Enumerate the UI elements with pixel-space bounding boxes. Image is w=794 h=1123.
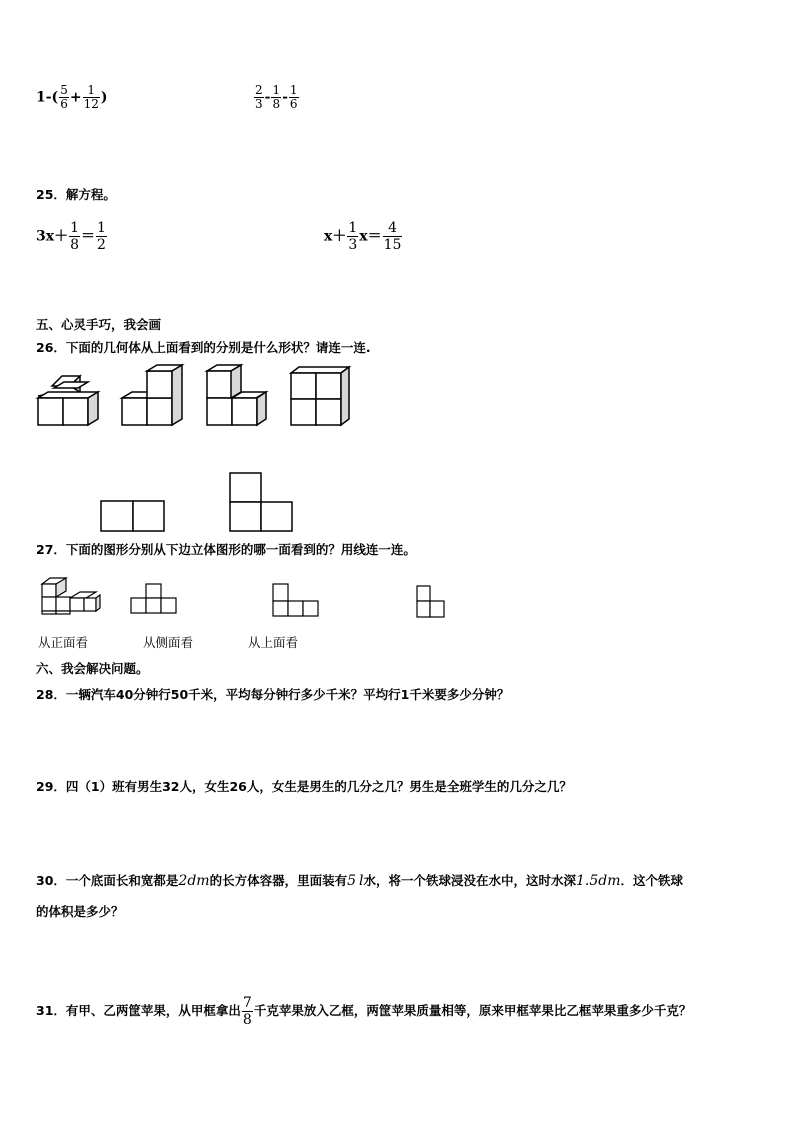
q25-title: 25．解方程。 (36, 187, 116, 202)
q31-text-part: 千克苹果放入乙框，两筐苹果质量相等，原来甲框苹果比乙框苹果重多少千克？ (253, 1003, 692, 1018)
q30-value: 1.5 (576, 873, 599, 889)
expr-text: x＝ (359, 228, 382, 245)
q31-text (36, 993, 691, 1029)
section-5-title: 五、心灵手巧，我会画 (36, 317, 162, 332)
fraction: $\frac{1}{8}$ (70, 220, 80, 253)
expr-text: + (69, 89, 82, 106)
q27-solid (42, 578, 100, 614)
q30-text: ．这个铁球 (620, 873, 684, 888)
fraction: $\frac{2}{3}$ (255, 83, 263, 111)
fraction: $\frac{1}{8}$ (272, 83, 281, 111)
q30-line-2: 的体积是多少？ (36, 904, 124, 919)
q28-text: 28．一辆汽车40分钟行50千米，平均每分钟行多少千米？平均行1千米要多少分钟？ (36, 687, 510, 702)
q30-unit: l (359, 873, 364, 889)
q30-unit: dm (598, 873, 621, 889)
q30-line-1 (36, 873, 683, 889)
fraction: $\frac{1}{12}$ (83, 83, 99, 111)
q31-text-part: 31．有甲、乙两筐苹果，从甲框拿出 (36, 1003, 241, 1018)
expr-text: 1-( (36, 89, 59, 106)
q30-value: 5 (347, 873, 357, 889)
expr-text: x＋ (324, 228, 347, 245)
expr-text: ＝ (81, 228, 96, 245)
q27-text: 27．下面的图形分别从下边立体图形的哪一面看到的？用线连一连。 (36, 542, 416, 557)
q30-text: 的长方体容器，里面装有 (209, 873, 348, 888)
q30-value: 2 (178, 873, 188, 889)
q30-text: 30．一个底面长和宽都是 (36, 873, 179, 888)
fraction: $\frac{7}{8}$ (242, 995, 252, 1028)
q30-text: 水，将一个铁球浸没在水中，这时水深 (363, 873, 577, 888)
view-label-top: 从上面看 (248, 635, 299, 650)
side-view-shape (273, 584, 318, 616)
expr-text: - (264, 89, 271, 106)
view-label-side: 从侧面看 (143, 635, 194, 650)
expr-text: 3x＋ (36, 228, 69, 245)
fraction: $\frac{5}{6}$ (60, 83, 68, 111)
view-label-front: 从正面看 (38, 635, 89, 650)
fraction: $\frac{4}{15}$ (383, 220, 402, 253)
q26-text: 26．下面的几何体从上面看到的分别是什么形状？请连一连. (36, 340, 371, 355)
fraction: $\frac{1}{3}$ (348, 220, 358, 253)
q29-text: 29．四（1）班有男生32人，女生26人，女生是男生的几分之几？男生是全班学生的几分之几？ (36, 779, 572, 794)
top-view-shape (417, 586, 444, 617)
front-view-shape (131, 584, 176, 613)
expr-text: ) (100, 89, 108, 106)
fraction: $\frac{1}{6}$ (289, 83, 298, 111)
section-6-title: 六、我会解决问题。 (36, 661, 149, 676)
fraction: $\frac{1}{2}$ (97, 220, 106, 253)
expr-text: - (282, 89, 288, 106)
q30-unit: dm (187, 873, 210, 889)
